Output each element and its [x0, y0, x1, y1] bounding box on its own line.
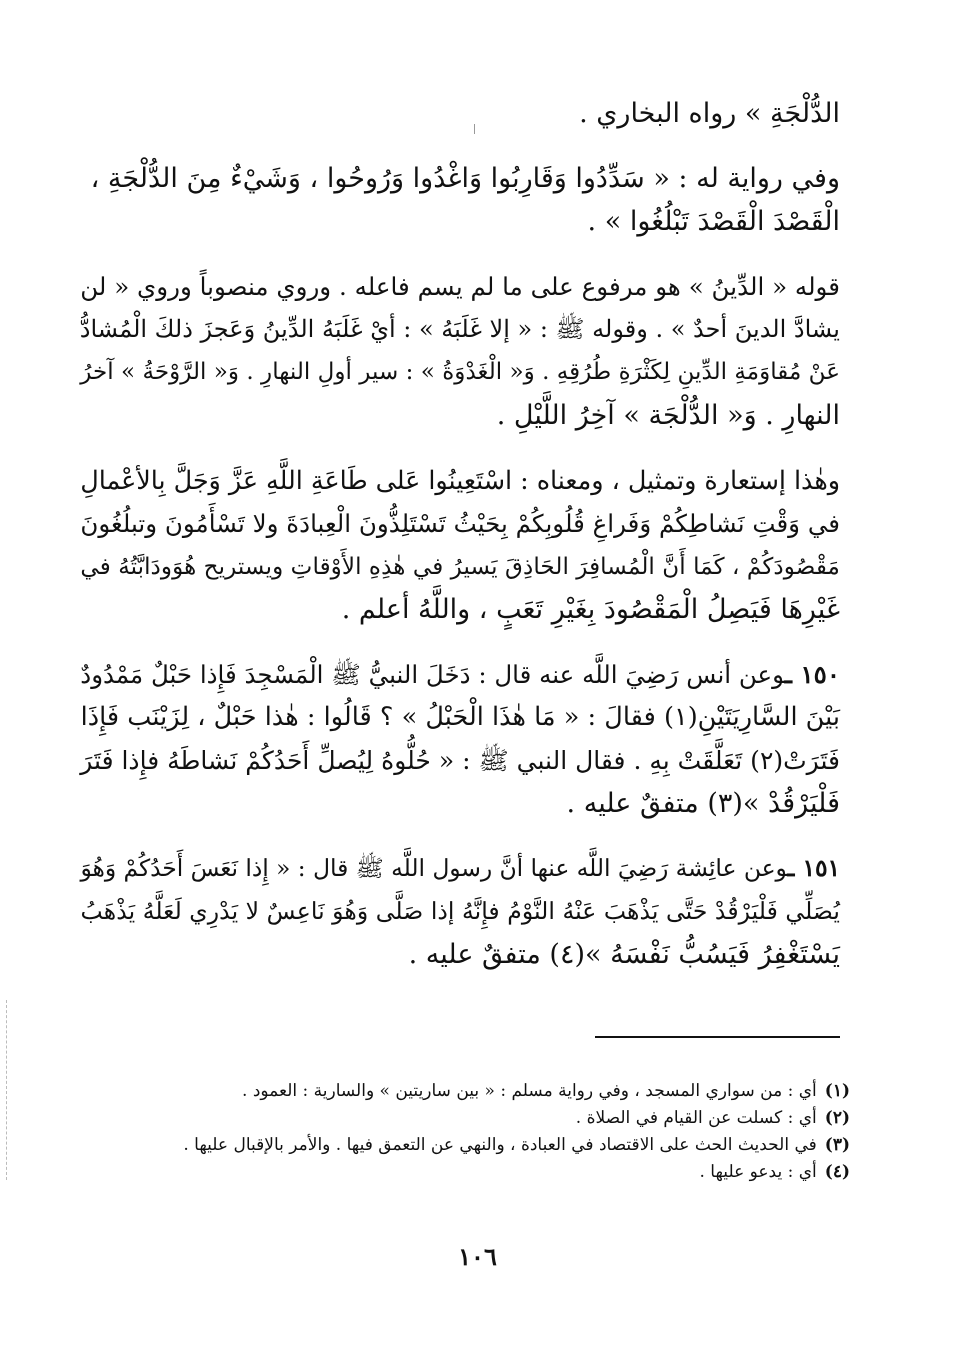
scan-margin-mark: [6, 1000, 7, 1180]
footnote-number: (١): [824, 1081, 850, 1101]
footnote-number: (٣): [824, 1135, 850, 1155]
paragraph-2: [80, 157, 840, 243]
text-line: بَيْنَ السَّارِيَتَيْنِ(١) فقالَ : « مَا هٰذَا الْحَبْلُ » ؟ قَالُوا : هٰذا حَبْلٌ ، لِزَيْنَب فَإِذَا: [80, 702, 840, 732]
hadith-number: ١٥١ ـ: [787, 855, 840, 882]
footnote-number: (٢): [824, 1108, 850, 1128]
text-line: في وَقْتِ نَشاطِكُمْ وَفَراغِ قُلُوبِكُمْ بِحَيْثُ تَسْتَلِذُّونَ الْعِبادَةَ ولا تَسْأَمُونَ وتبلُغُونَ: [80, 509, 840, 538]
paragraph-1: [80, 92, 840, 135]
footnote-1: [80, 1078, 850, 1105]
hadith-151: [80, 847, 840, 976]
text-line: الدُّلْجَةِ » رواه البخاري .: [579, 98, 840, 129]
text-line: يشادَّ الدينَ أحدٌ » . وقوله ﷺ : « إلا غَلَبَهُ » : أيْ غَلَبَهُ الدِّينُ وَعَجزَ ذلكَ الْمُشادُّ: [79, 315, 840, 343]
footnote-number: (٤): [824, 1162, 850, 1182]
text-line-content: وعن أنس رَضِيَ اللَّه عنه قال : دَخَلَ النبيُّ ﷺ الْمَسْجِدَ فَإِذا حَبْلٌ مَمْدُودٌ: [80, 660, 785, 689]
footnote-separator: [595, 1036, 840, 1038]
text-line: وهٰذا إستعارة وتمثيل ، ومعناه : اسْتَعِينُوا عَلى طَاعَةِ اللَّهِ عَزَّ وَجَلَّ بِالأعْمالِ: [80, 465, 840, 495]
page-body: [80, 92, 840, 998]
text-line: مَقْصُودَكُمْ ، كَمَا أَنَّ الْمُسافِرَ الحَاذِقَ يَسيرُ في هٰذِهِ الأَوْقاتِ ويستريح هُوَودَابَّتُهُ في: [80, 553, 840, 580]
text-line: فَلْيَرْقُدْ »(٣) متفقٌ عليه .: [566, 788, 840, 819]
footnote-3: [80, 1132, 850, 1159]
hadith-number: ١٥٠ ـ: [784, 660, 840, 689]
text-line: النهارِ . وَ« الدُّلْجَة » آخِرُ اللَّيْلِ .: [496, 400, 840, 431]
text-line: يَسْتَغْفِرُ فَيَسُبُّ نَفْسَهُ »(٤) متفقٌ عليه .: [408, 939, 840, 970]
footnote-text: أي : يدعو عليها .: [699, 1162, 817, 1182]
page-number: ١٠٦: [458, 1242, 497, 1271]
footnotes: [80, 1078, 850, 1186]
text-line: عَنْ مُقاوَمَةِ الدِّينِ لِكَثْرَةِ طُرُقِهِ . وَ« الْغَدْوَةُ » : سير أولِ النهارِ . وَ« الرَّوْحَةُ » آخرُ: [80, 359, 840, 385]
text-line-content: وعن عائِشة رَضِيَ اللَّه عنها أنَّ رسول اللَّه ﷺ قال : « إِذا نَعَسَ أَحَدُكُمْ وَهُوَ: [80, 855, 788, 882]
footnote-4: [80, 1159, 850, 1186]
text-line: [80, 653, 840, 696]
paragraph-4: [80, 459, 840, 631]
footnote-text: أي : كسلت عن القيام في الصلاة .: [575, 1108, 817, 1128]
text-line: غَيْرِهَا فَيَصِلُ الْمَقْصُودَ بِغَيْرِ تَعَبٍ ، واللَّهُ أعلم .: [341, 594, 840, 625]
text-line: قوله « الدِّينُ » هو مرفوع على ما لم يسم فاعله . وروي منصوباً وروي « لن: [80, 272, 840, 301]
hadith-150: [80, 653, 840, 825]
footnote-text: في الحديث الحث على الاقتصاد في العبادة ، والنهي عن التعمق فيها . والأمر بالإقبال عليها .: [183, 1135, 817, 1155]
paragraph-3: [80, 265, 840, 437]
text-line: [80, 847, 840, 890]
text-line: يُصَلِّي فَلْيَرْقُدْ حَتَّى يَذْهَبَ عَنْهُ النَّوْمُ فإِنَّهُ إذا صَلَّى وَهُوَ نَاعِسٌ لا يَدْرِي لَعَلَّهُ يَذْهَبُ: [80, 897, 840, 925]
footnote-2: [80, 1105, 850, 1132]
text-line: الْقَصْدَ الْقَصْدَ تَبْلُغُوا » .: [587, 206, 840, 237]
footnote-text: أي : من سواري المسجد ، وفي رواية مسلم : « بين ساريتين » والسارية : العمود .: [242, 1081, 817, 1101]
text-line: وفي رواية له : « سَدِّدُوا وَقَارِبُوا وَاغْدُوا وَرُوحُوا ، وَشَيْءٌ مِنَ الدُّلْجَةِ ،: [90, 163, 840, 194]
text-line: فَتَرَتْ(٢) تَعَلَّقَتْ بِهِ . فقال النبي ﷺ : « حُلُّوهُ لِيُصلِّ أَحَدُكُمْ نَشاطَهُ فإِذا فَتَرَ: [80, 746, 840, 775]
